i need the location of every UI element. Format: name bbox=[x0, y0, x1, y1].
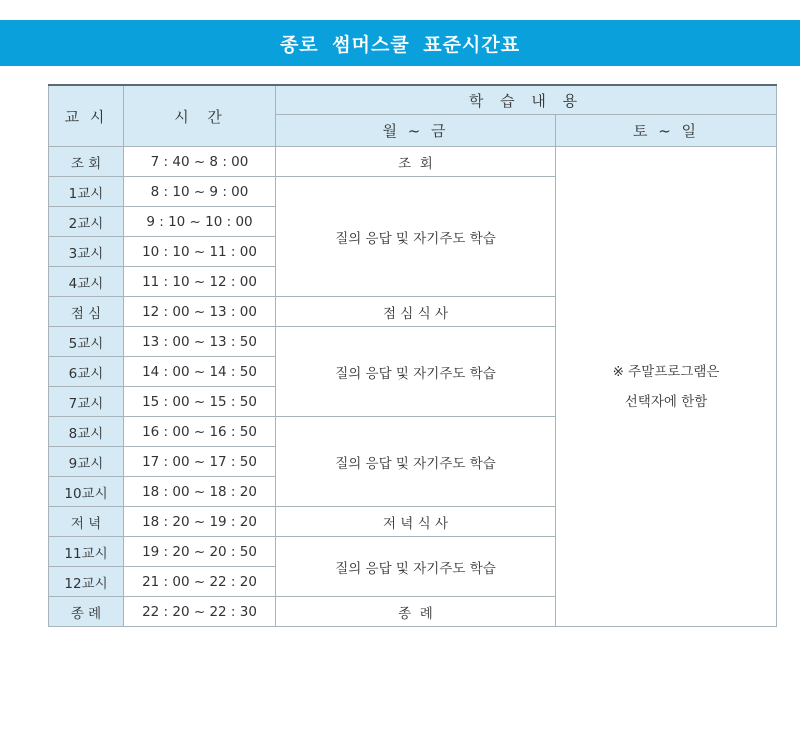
time-cell: 19 : 20 ~ 20 : 50 bbox=[124, 537, 276, 567]
time-cell: 15 : 00 ~ 15 : 50 bbox=[124, 387, 276, 417]
content-lunch: 점 심 식 사 bbox=[276, 297, 556, 327]
period-cell: 저 녁 bbox=[49, 507, 124, 537]
period-cell: 4교시 bbox=[49, 267, 124, 297]
period-cell: 8교시 bbox=[49, 417, 124, 447]
time-cell: 11 : 10 ~ 12 : 00 bbox=[124, 267, 276, 297]
period-cell: 조 회 bbox=[49, 147, 124, 177]
time-cell: 12 : 00 ~ 13 : 00 bbox=[124, 297, 276, 327]
period-cell: 6교시 bbox=[49, 357, 124, 387]
period-cell: 종 례 bbox=[49, 597, 124, 627]
weekend-note-line2: 선택자에 한함 bbox=[624, 393, 708, 410]
header-row-1 bbox=[49, 85, 777, 115]
page-title: 종로 썸머스쿨 표준시간표 bbox=[279, 33, 521, 56]
content-morning-assembly: 조 회 bbox=[276, 147, 556, 177]
header-weekday: 월 ~ 금 bbox=[276, 115, 556, 147]
time-cell: 14 : 00 ~ 14 : 50 bbox=[124, 357, 276, 387]
period-cell: 12교시 bbox=[49, 567, 124, 597]
content-closing: 종 례 bbox=[276, 597, 556, 627]
time-cell: 8 : 10 ~ 9 : 00 bbox=[124, 177, 276, 207]
period-cell: 1교시 bbox=[49, 177, 124, 207]
header-weekend: 토 ~ 일 bbox=[556, 115, 777, 147]
period-cell: 3교시 bbox=[49, 237, 124, 267]
header-time: 시 간 bbox=[124, 85, 276, 147]
header-content: 학 습 내 용 bbox=[276, 85, 777, 115]
period-cell: 11교시 bbox=[49, 537, 124, 567]
time-cell: 9 : 10 ~ 10 : 00 bbox=[124, 207, 276, 237]
content-study-block-4: 질의 응답 및 자기주도 학습 bbox=[276, 537, 556, 597]
timetable bbox=[48, 84, 777, 627]
content-dinner: 저 녁 식 사 bbox=[276, 507, 556, 537]
title-bar bbox=[0, 20, 800, 66]
period-cell: 10교시 bbox=[49, 477, 124, 507]
time-cell: 22 : 20 ~ 22 : 30 bbox=[124, 597, 276, 627]
period-cell: 9교시 bbox=[49, 447, 124, 477]
period-cell: 점 심 bbox=[49, 297, 124, 327]
time-cell: 21 : 00 ~ 22 : 20 bbox=[124, 567, 276, 597]
table-row bbox=[49, 147, 777, 177]
time-cell: 16 : 00 ~ 16 : 50 bbox=[124, 417, 276, 447]
content-study-block-1: 질의 응답 및 자기주도 학습 bbox=[276, 177, 556, 297]
time-cell: 17 : 00 ~ 17 : 50 bbox=[124, 447, 276, 477]
time-cell: 10 : 10 ~ 11 : 00 bbox=[124, 237, 276, 267]
period-cell: 5교시 bbox=[49, 327, 124, 357]
time-cell: 18 : 00 ~ 18 : 20 bbox=[124, 477, 276, 507]
header-period: 교 시 bbox=[49, 85, 124, 147]
weekend-note-line1: ※ 주말프로그램은 bbox=[612, 363, 720, 380]
period-cell: 2교시 bbox=[49, 207, 124, 237]
time-cell: 18 : 20 ~ 19 : 20 bbox=[124, 507, 276, 537]
period-cell: 7교시 bbox=[49, 387, 124, 417]
weekend-note-cell bbox=[556, 147, 777, 627]
time-cell: 7 : 40 ~ 8 : 00 bbox=[124, 147, 276, 177]
content-study-block-2: 질의 응답 및 자기주도 학습 bbox=[276, 327, 556, 417]
time-cell: 13 : 00 ~ 13 : 50 bbox=[124, 327, 276, 357]
content-study-block-3: 질의 응답 및 자기주도 학습 bbox=[276, 417, 556, 507]
